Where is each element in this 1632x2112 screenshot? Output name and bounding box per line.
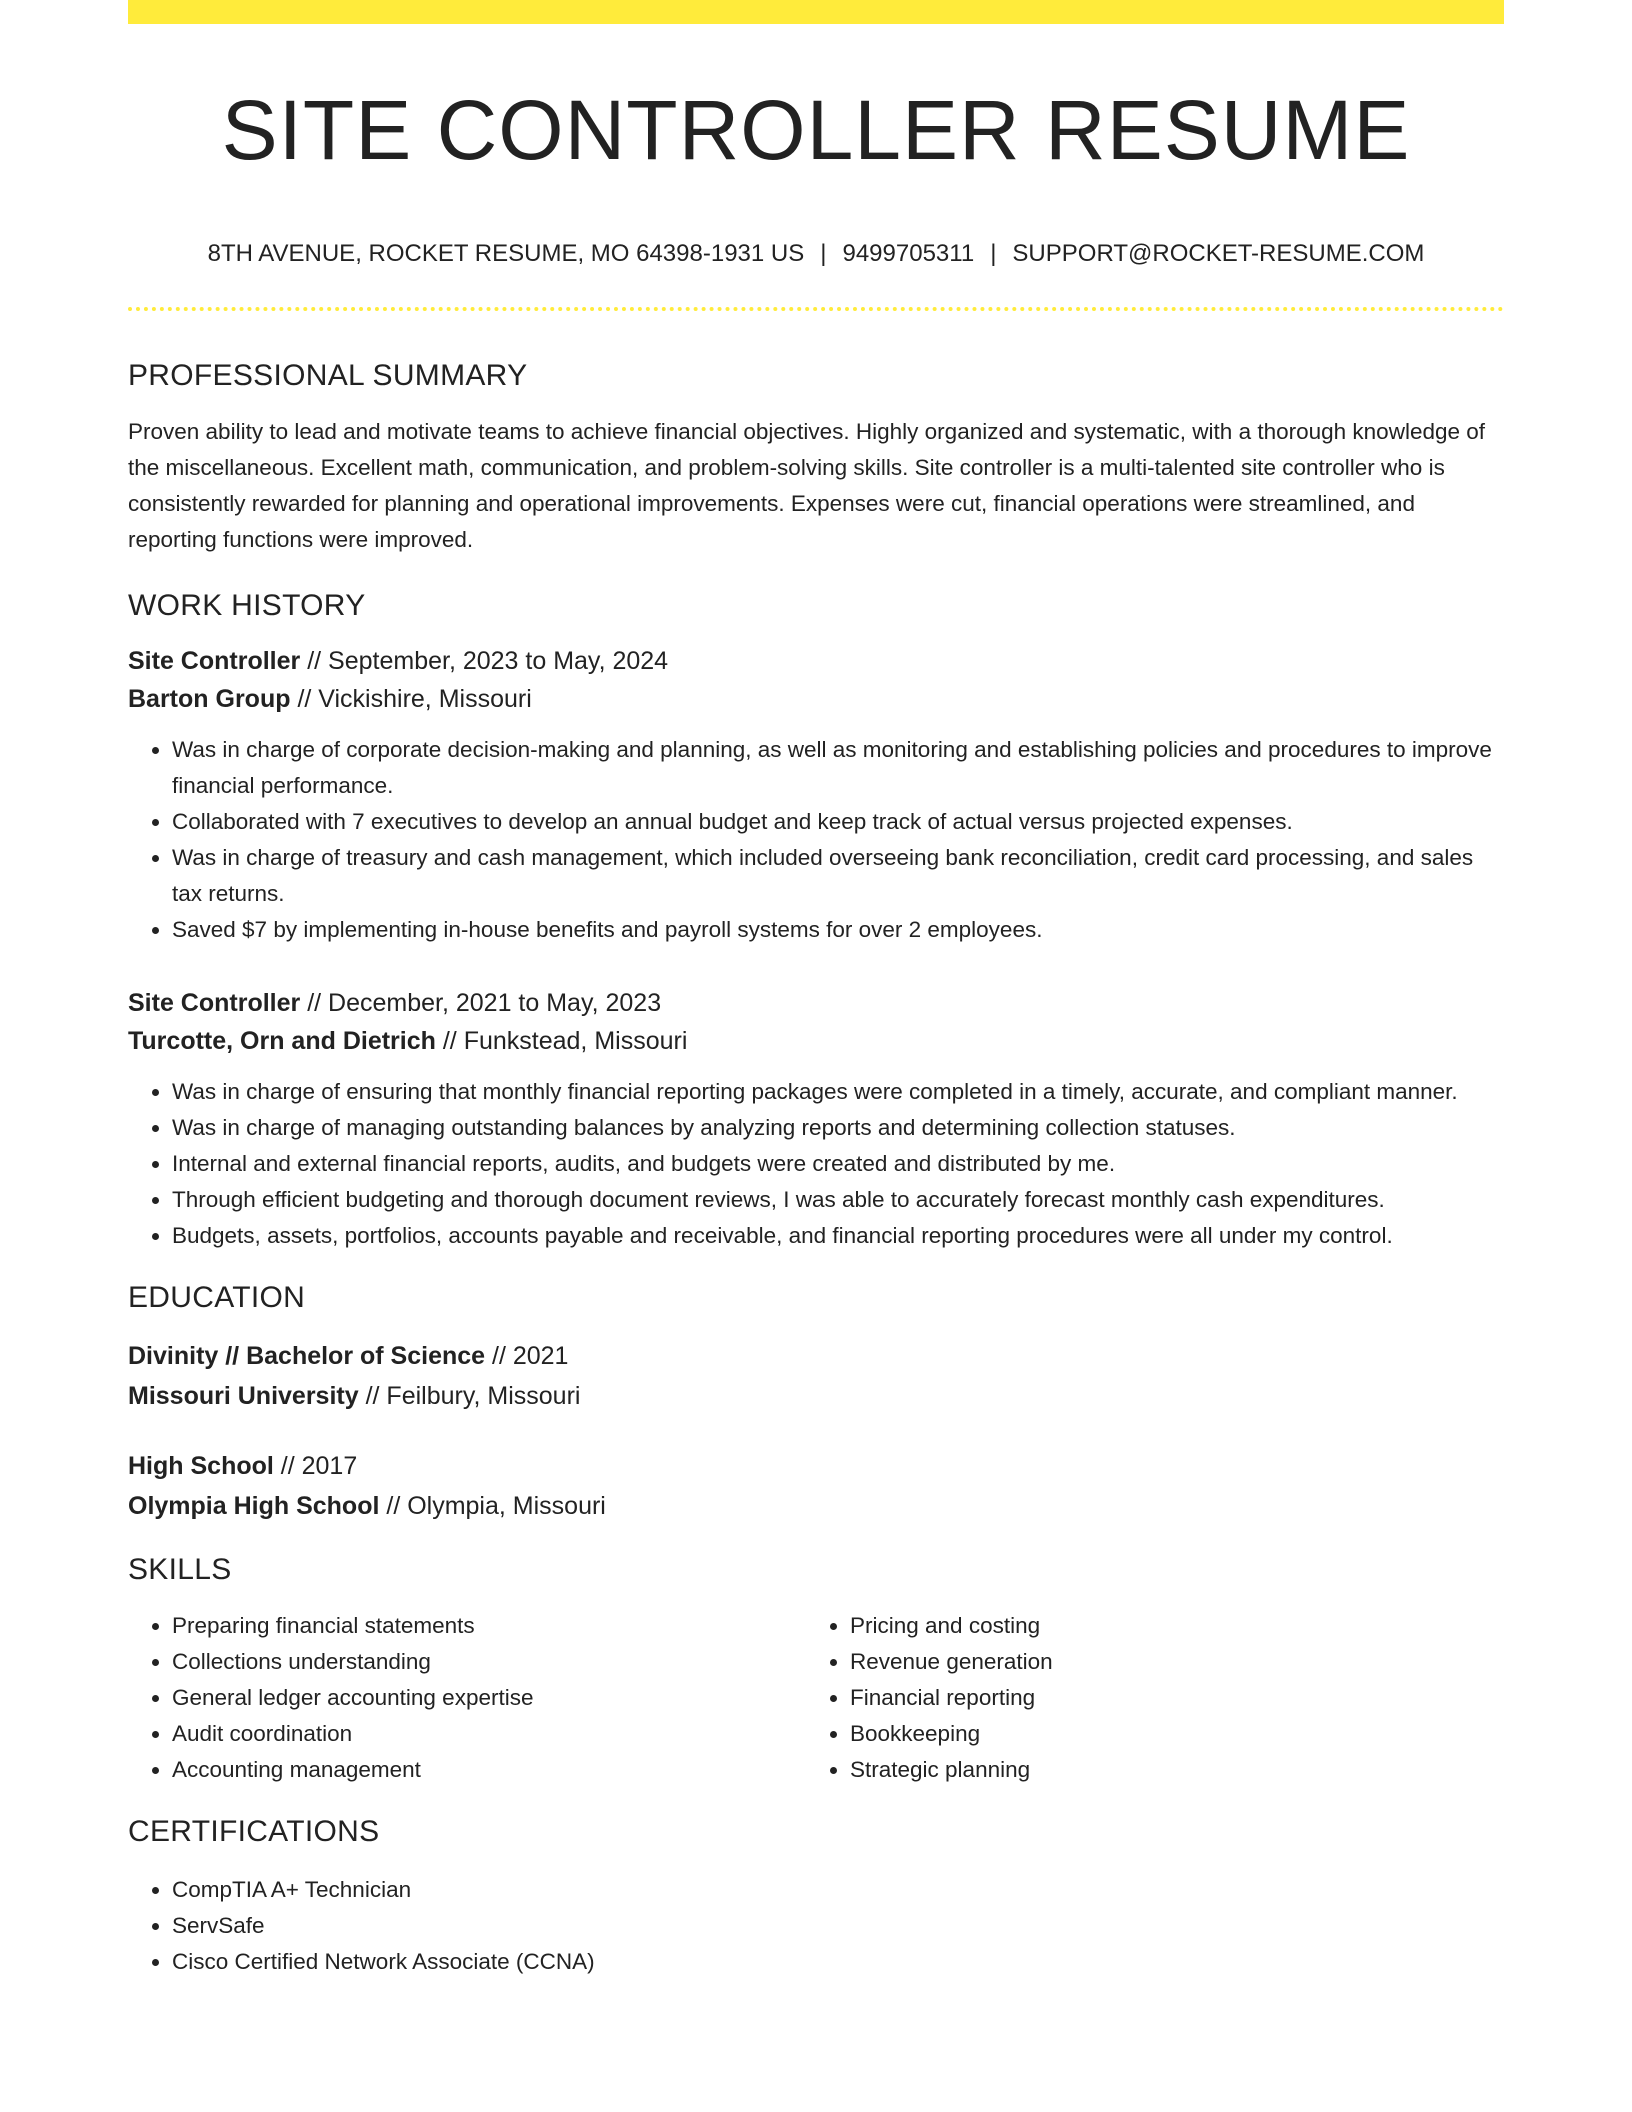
certifications-list — [128, 1872, 1504, 1980]
job-title: Site Controller — [128, 989, 301, 1017]
education-heading: EDUCATION — [128, 1281, 306, 1314]
resume-content — [128, 350, 1504, 1980]
job-title-line — [128, 642, 1504, 680]
skill-item: • Collections understanding — [172, 1644, 806, 1680]
education-degree-line — [128, 1336, 1504, 1376]
job-bullet: • Internal and external financial reports, audits, and budgets were created and distributed by me. — [172, 1146, 1504, 1182]
job-bullet: • Was in charge of corporate decision-making and planning, as well as monitoring and establishing policies and procedures to improve financial performance. — [172, 732, 1504, 804]
job-bullet: • Was in charge of ensuring that monthly financial reporting packages were completed in a timely, accurate, and compliant manner. — [172, 1074, 1504, 1110]
skill-item: • General ledger accounting expertise — [172, 1680, 806, 1716]
work-history-heading: WORK HISTORY — [128, 589, 366, 622]
certifications-heading: CERTIFICATIONS — [128, 1815, 380, 1848]
job-bullets — [128, 1074, 1504, 1254]
summary-section — [128, 350, 1504, 558]
education-location: // Feilbury, Missouri — [358, 1382, 581, 1410]
job-company: Turcotte, Orn and Dietrich — [128, 1027, 436, 1055]
certification-item: • ServSafe — [172, 1908, 1504, 1944]
education-degree: High School — [128, 1452, 274, 1480]
education-year: // 2021 — [485, 1342, 569, 1370]
certification-item: • CompTIA A+ Technician — [172, 1872, 1504, 1908]
skills-list-right — [806, 1608, 1484, 1788]
work-history-section — [128, 580, 1504, 1254]
job-location: // Vickishire, Missouri — [290, 685, 532, 713]
summary-text: Proven ability to lead and motivate teams to achieve financial objectives. Highly organized and systematic, with a thorough knowledge of the miscellaneous. Excellent math, communication, and problem-solving skills. Site controller is a multi-talented site controller who is consistently rewarded for planning and operational improvements. Expenses were cut, financial operations were streamlined, and reporting functions were improved. — [128, 419, 1486, 552]
skill-item: • Audit coordination — [172, 1716, 806, 1752]
job-entry — [128, 642, 1504, 948]
job-bullet: • Was in charge of managing outstanding balances by analyzing reports and determining collection statuses. — [172, 1110, 1504, 1146]
education-school-line — [128, 1486, 1504, 1526]
contact-address: 8TH AVENUE, ROCKET RESUME, MO 64398-1931 US — [207, 240, 805, 267]
education-degree-line — [128, 1446, 1504, 1486]
education-degree: Divinity // Bachelor of Science — [128, 1342, 486, 1370]
skills-section — [128, 1544, 1504, 1788]
skill-item: • Preparing financial statements — [172, 1608, 806, 1644]
header-divider — [128, 307, 1504, 311]
job-dates: // September, 2023 to May, 2024 — [300, 647, 669, 675]
education-entry — [128, 1446, 1504, 1526]
top-accent-bar — [128, 0, 1504, 24]
job-title-line — [128, 984, 1504, 1022]
job-entry — [128, 984, 1504, 1254]
skill-item: • Accounting management — [172, 1752, 806, 1788]
job-location: // Funkstead, Missouri — [435, 1027, 688, 1055]
resume-title: SITE CONTROLLER RESUME — [221, 83, 1411, 177]
education-school: Missouri University — [128, 1382, 359, 1410]
job-bullets — [128, 732, 1504, 948]
job-bullet: • Collaborated with 7 executives to develop an annual budget and keep track of actual versus projected expenses. — [172, 804, 1504, 840]
skill-item: • Revenue generation — [850, 1644, 1484, 1680]
education-year: // 2017 — [273, 1452, 358, 1480]
education-location: // Olympia, Missouri — [379, 1492, 606, 1520]
summary-heading: PROFESSIONAL SUMMARY — [128, 359, 528, 392]
skill-item: • Strategic planning — [850, 1752, 1484, 1788]
skills-list-left — [128, 1608, 806, 1788]
job-bullet: • Through efficient budgeting and thorough document reviews, I was able to accurately forecast monthly cash expenditures. — [172, 1182, 1504, 1218]
job-bullet: • Was in charge of treasury and cash management, which included overseeing bank reconciliation, credit card processing, and sales tax returns. — [172, 840, 1504, 912]
certification-item: • Cisco Certified Network Associate (CCNA) — [172, 1944, 1504, 1980]
job-dates: // December, 2021 to May, 2023 — [300, 989, 662, 1017]
job-title: Site Controller — [128, 647, 301, 675]
job-bullet: • Budgets, assets, portfolios, accounts payable and receivable, and financial reporting procedures were all under my control. — [172, 1218, 1504, 1254]
skills-heading: SKILLS — [128, 1553, 232, 1586]
contact-email: SUPPORT@ROCKET-RESUME.COM — [1012, 240, 1425, 267]
job-bullet: • Saved $7 by implementing in-house benefits and payroll systems for over 2 employees. — [172, 912, 1504, 948]
certifications-section — [128, 1806, 1504, 1980]
job-company: Barton Group — [128, 685, 291, 713]
contact-line — [128, 236, 1504, 272]
education-entry — [128, 1336, 1504, 1416]
skill-item: • Bookkeeping — [850, 1716, 1484, 1752]
job-company-line — [128, 680, 1504, 718]
education-school-line — [128, 1376, 1504, 1416]
contact-separator: | — [990, 240, 997, 267]
skill-item: • Pricing and costing — [850, 1608, 1484, 1644]
skills-columns — [128, 1608, 1504, 1788]
contact-separator: | — [820, 240, 827, 267]
job-company-line — [128, 1022, 1504, 1060]
education-school: Olympia High School — [128, 1492, 380, 1520]
skill-item: • Financial reporting — [850, 1680, 1484, 1716]
contact-phone: 9499705311 — [842, 240, 975, 267]
education-section — [128, 1272, 1504, 1526]
